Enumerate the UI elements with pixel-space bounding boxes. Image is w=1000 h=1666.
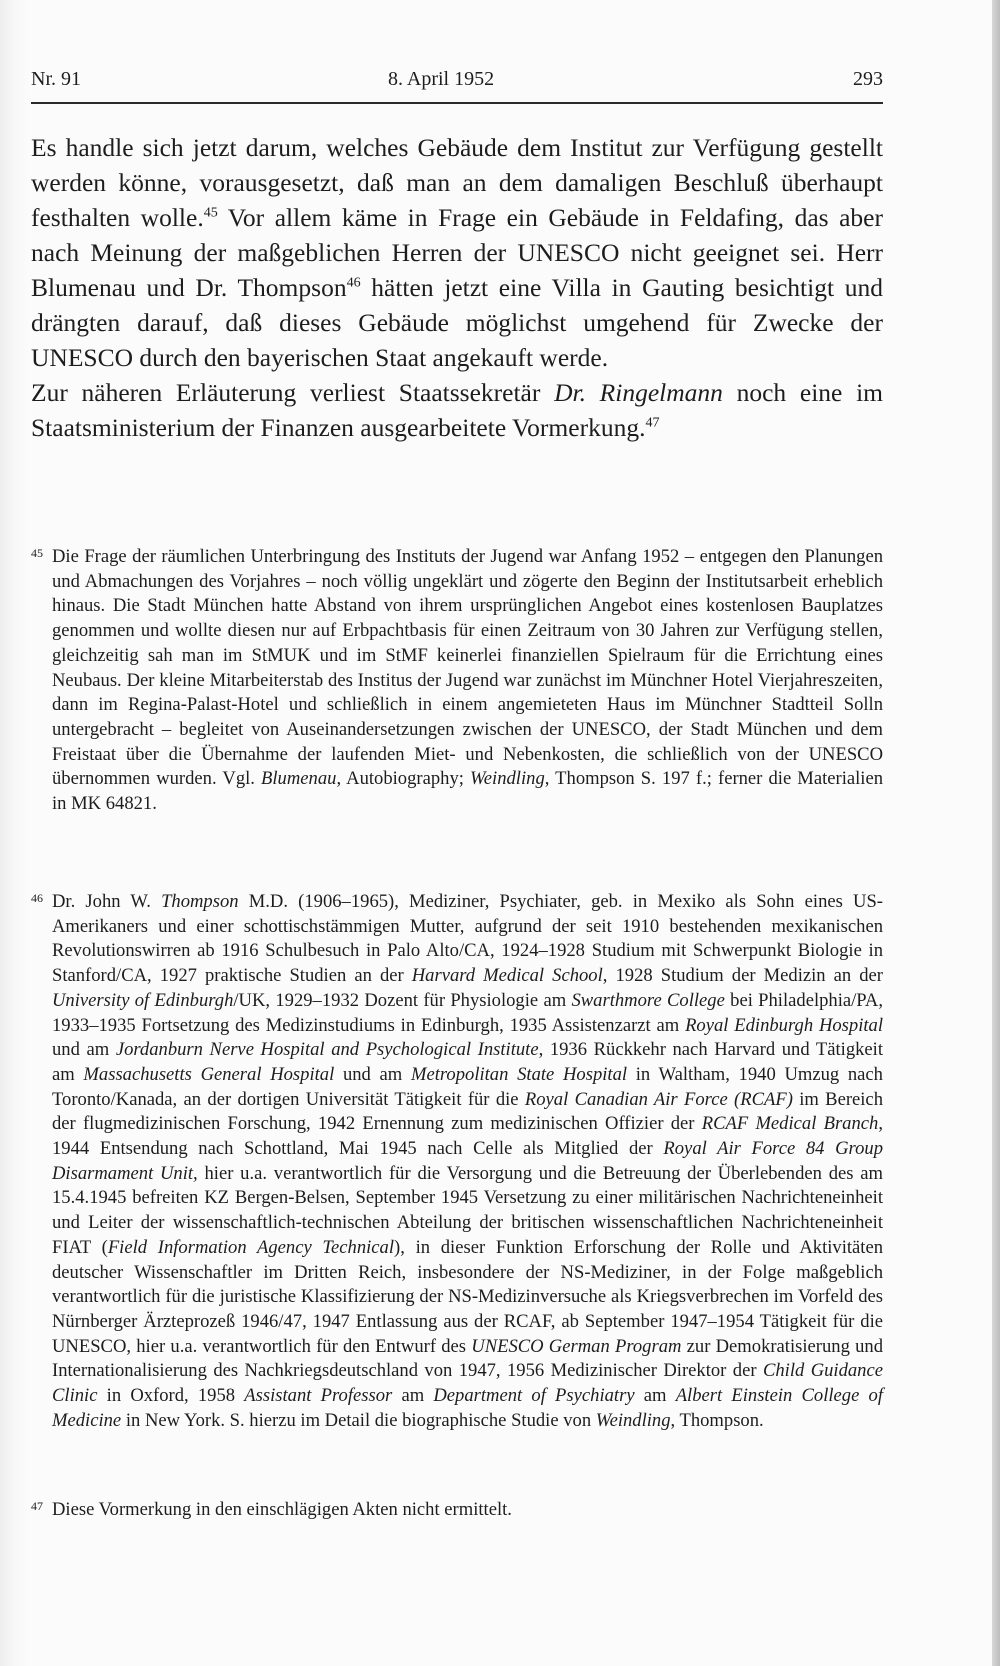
fn46-l: hier u.a. verantwortlich für die Versorgung und die Betreuung der Überlebenden des am 15.4.1945 befreiten KZ Bergen-Belsen, September 1945 Versetzung zu einer militärischen Nachrichteneinheit und Leiter der wissenschaftlich-technischen Abteilung der britischen wissenschaftlichen Nachrichteneinheit FIAT (	[52, 1162, 883, 1258]
fn46-s: , Thompson.	[670, 1409, 764, 1431]
fn46-i14: Child Guidance Clinic	[52, 1360, 883, 1407]
fn46-i1: Thompson	[161, 891, 239, 912]
fn46-i8: Metropolitan State Hospital	[410, 1063, 628, 1085]
footnote-45-italic-2: Weindling	[470, 768, 545, 790]
fn46-i15: Assistant Professor	[244, 1385, 393, 1407]
document-number: Nr. 91	[31, 68, 81, 90]
paragraph-2	[31, 375, 883, 445]
fn46-i11: Royal Air Force 84 Group Disarmament Unit,	[52, 1138, 883, 1184]
fn46-i10: RCAF Medical Branch	[701, 1113, 879, 1135]
fn46-i18: Weindling	[595, 1409, 671, 1431]
footnote-47	[31, 1498, 883, 1523]
speaker-name: Dr. Ringelmann	[554, 378, 723, 407]
paragraph-1-text-a: Es handle sich jetzt darum, welches Gebäude dem Institut zur Verfügung gestellt werden könne, vorausgesetzt, daß man an dem damaligen Beschluß überhaupt festhalten wolle.	[31, 133, 883, 232]
fn46-e: bei Philadelphia/PA, 1933–1935 Fortsetzung des Medizinstudiums in Edinburgh, 1935 Assistenzarzt am	[52, 989, 883, 1036]
fn46-q: am	[634, 1385, 676, 1407]
header-date: 8. April 1952	[388, 68, 495, 90]
fn46-h: und am	[334, 1063, 411, 1085]
footnote-45-text-b: , Autobiography;	[336, 768, 471, 790]
fn46-i4: Swarthmore College	[571, 989, 725, 1011]
fn46-i2: Harvard Medical School	[411, 965, 603, 987]
fn46-g: , 1936 Rückkehr nach Harvard und Tätigkeit am	[52, 1039, 884, 1085]
fn46-p: am	[392, 1385, 434, 1407]
fn46-o: in Oxford, 1958	[97, 1385, 245, 1407]
fn46-b: M.D. (1906–1965), Mediziner, Psychiater, geb. in Mexiko als Sohn eines US-Amerikaners und einer schottischstämmigen Mutter, aufgrund der seit 1910 bestehenden mexikanischen Revolutionswirren ab 1916 Schulbesuch in Palo Alto/CA, 1924–1928 Studium mit Schwerpunkt Biologie in Stanford/CA, 1927 praktische Studien an der	[52, 891, 883, 987]
footnote-45-italic-1: Blumenau	[261, 768, 337, 790]
footnote-text: Diese Vormerkung in den einschlägigen Akten nicht ermittelt.	[52, 1499, 512, 1520]
fn46-r: in New York. S. hierzu im Detail die biographische Studie von	[121, 1409, 596, 1431]
paragraph-2-text-b: noch eine im Staatsministerium der Finanzen ausgearbeitete Vormerkung.	[31, 378, 883, 442]
fn46-i3: University of Edinburgh	[52, 989, 234, 1011]
footnote-ref-45: 45	[203, 205, 218, 221]
fn46-a: Dr. John W.	[52, 891, 162, 912]
footnote-ref-47: 47	[645, 415, 660, 431]
footnote-number: 47	[31, 1499, 43, 1513]
fn46-i: in Waltham, 1940 Umzug nach Toronto/Kanada, an der dortigen Universität Tätigkeit für die	[52, 1063, 883, 1110]
running-header	[31, 68, 883, 98]
fn46-i9: Royal Canadian Air Force (RCAF)	[524, 1088, 793, 1110]
fn46-d: /UK, 1929–1932 Dozent für Physiologie am	[233, 989, 572, 1011]
footnote-number: 46	[31, 891, 43, 905]
paragraph-1	[31, 130, 883, 375]
fn46-i5: Royal Edinburgh Hospital	[685, 1014, 883, 1036]
paragraph-2-text-a: Zur näheren Erläuterung verliest Staatssekretär	[31, 378, 555, 407]
paragraph-1-text-c: hätten jetzt eine Villa in Gauting besichtigt und drängten darauf, daß dieses Gebäude möglichst umgehend für Zwecke der UNESCO durch den bayerischen Staat angekauft werde.	[31, 273, 883, 372]
footnote-number: 45	[31, 546, 43, 560]
fn46-i7: Massachusetts General Hospital	[83, 1063, 335, 1085]
footnote-text	[52, 545, 883, 817]
footnote-46	[31, 890, 883, 1433]
paragraph-1-text-b: Vor allem käme in Frage ein Gebäude in Feldafing, das aber nach Meinung der maßgeblichen Herren der UNESCO nicht geeignet sei. Herr Blumenau und Dr. Thompson	[31, 203, 883, 302]
fn46-n: zur Demokratisierung und Internationalisierung des Nachkriegsdeutschland von 1947, 1956 Medizinischer Direktor der	[52, 1335, 883, 1382]
fn46-k: , 1944 Entsendung nach Schottland, Mai 1945 nach Celle als Mitglied der	[52, 1113, 883, 1160]
fn46-i6: Jordanburn Nerve Hospital and Psychological Institute	[115, 1039, 539, 1061]
fn46-c: , 1928 Studium der Medizin an der	[602, 965, 883, 987]
fn46-i16: Department of Psychiatry	[433, 1385, 635, 1407]
fn46-i17: Albert Einstein College of Medicine	[52, 1385, 884, 1431]
page-edge-shadow	[992, 0, 1000, 1666]
header-rule	[31, 102, 883, 104]
fn46-i13: UNESCO German Program	[471, 1335, 682, 1357]
footnote-45-text-c: , Thompson S. 197 f.; ferner die Materialien in MK 64821.	[52, 768, 883, 815]
footnote-ref-46: 46	[346, 275, 361, 291]
fn46-f: und am	[52, 1039, 116, 1061]
fn46-m: ), in dieser Funktion Erforschung der Rolle und Aktivitäten deutscher Wissenschaftler im Dritten Reich, insbesondere der NS-Mediziner, in der Folge maßgeblich verantwortlich für die juristische Klassifizierung der NS-Medizinversuche als Kriegsverbrechen im Vorfeld des Nürnberger Ärzteprozeß 1946/47, 1947 Entlassung aus der RCAF, ab September 1947–1954 Tätigkeit für die UNESCO, hier u.a. verantwortlich für den Entwurf des	[52, 1236, 884, 1357]
fn46-j: im Bereich der flugmedizinischen Forschung, 1942 Ernennung zum medizinischen Offizier der	[52, 1088, 883, 1135]
page-number: 293	[853, 68, 883, 90]
footnote-text	[52, 890, 883, 1433]
fn46-i12: Field Information Agency Technical	[107, 1236, 395, 1258]
footnote-45	[31, 545, 883, 817]
footnote-45-text-a: Die Frage der räumlichen Unterbringung des Instituts der Jugend war Anfang 1952 – entgegen den Planungen und Abmachungen des Vorjahres – noch völlig ungeklärt und zögerte den Beginn der Institutsarbeit erheblich hinaus. Die Stadt München hatte Abstand von ihrem ursprünglichen Angebot eines kostenlosen Bauplatzes genommen und wollte diesen nur auf Erbpachtbasis für einen Zeitraum von 30 Jahren zur Verfügung stellen, gleichzeitig sah man im StMUK und im StMF keinerlei finanziellen Spielraum für die Errichtung eines Neubaus. Der kleine Mitarbeiterstab des Institus der Jugend war zunächst im Münchner Hotel Vierjahreszeiten, dann im Regina-Palast-Hotel und schließlich in einem angemieteten Haus im Münchner Stadtteil Solln untergebracht – begleitet von Auseinandersetzungen zwischen der UNESCO, der Stadt München und dem Freistaat über die Übernahme der laufenden Miet- und Nebenkosten, die schließlich von der UNESCO übernommen wurden. Vgl.	[52, 546, 883, 790]
main-text	[31, 130, 883, 445]
